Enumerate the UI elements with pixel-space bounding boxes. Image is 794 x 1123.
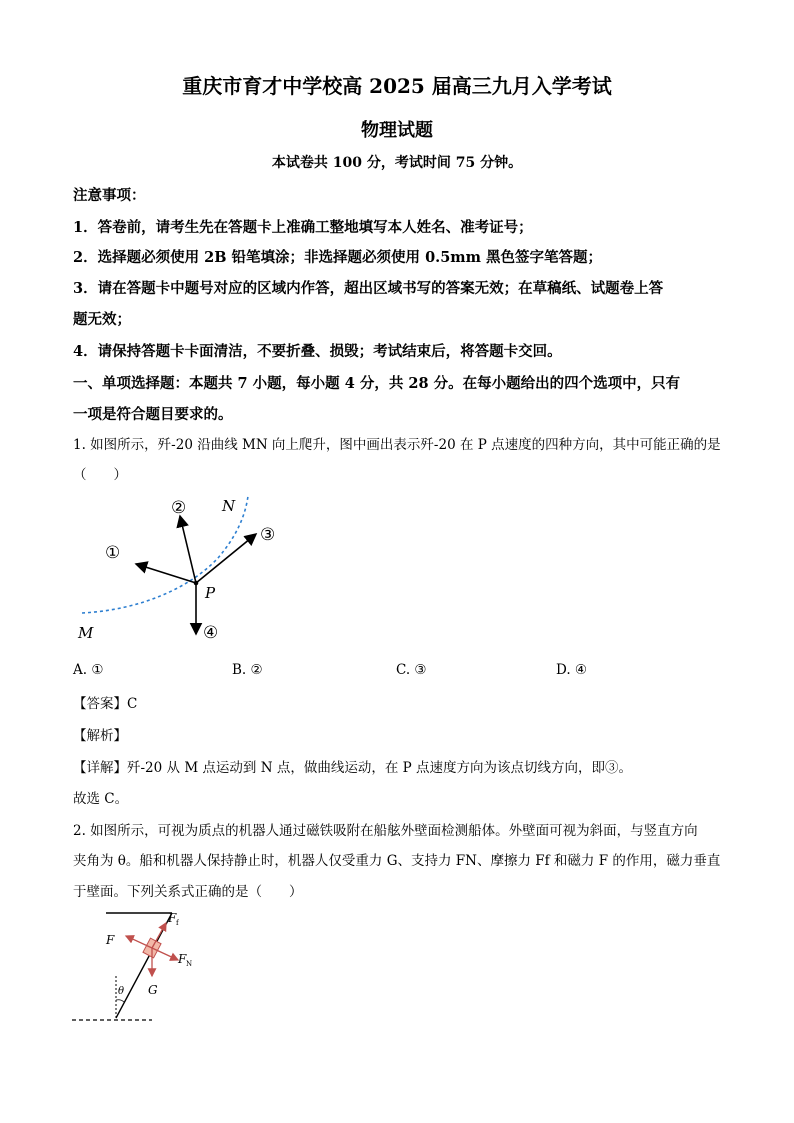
q1-option-d: D. ④ bbox=[556, 662, 588, 678]
answer-value: C bbox=[127, 696, 138, 712]
note-item-3: 3．请在答题卡中题号对应的区域内作答，超出区域书写的答案无效；在草稿纸、试题卷上答 bbox=[73, 280, 664, 297]
note-item-4: 4．请保持答题卡卡面清洁，不要折叠、损毁；考试结束后，将答题卡交回。 bbox=[73, 343, 562, 360]
q1-analysis-tag: 【解析】 bbox=[73, 728, 127, 744]
q1-option-b: B. ② bbox=[232, 662, 263, 678]
q1-detail bbox=[73, 756, 632, 776]
arrow-2 bbox=[180, 516, 196, 583]
q1-stem-cont: （ ） bbox=[73, 467, 127, 483]
note-item-3-cont: 题无效； bbox=[73, 311, 131, 328]
label-circle-2: ② bbox=[171, 498, 187, 518]
exam-info: 本试卷共 100 分，考试时间 75 分钟。 bbox=[271, 155, 523, 171]
q2-stem-cont: 夹角为 θ。船和机器人保持静止时，机器人仅受重力 G、支持力 FN、摩擦力 Ff 和磁力 F 的作用，磁力垂直 bbox=[73, 853, 721, 869]
label-ff-sub: f bbox=[176, 919, 179, 927]
q1-answer bbox=[73, 692, 137, 712]
q1-option-c: C. ③ bbox=[396, 662, 427, 678]
label-f: F bbox=[106, 933, 115, 947]
label-m: M bbox=[78, 624, 94, 642]
label-circle-1: ① bbox=[105, 543, 121, 563]
label-p: P bbox=[205, 584, 216, 602]
section-heading: 一、单项选择题：本题共 7 小题，每小题 4 分，共 28 分。在每小题给出的四个选项中，只有 bbox=[73, 375, 681, 392]
label-n: N bbox=[222, 497, 236, 515]
theta-arc bbox=[116, 1000, 124, 1002]
label-fn: F bbox=[178, 952, 187, 966]
arrow-1 bbox=[136, 564, 196, 583]
label-circle-4: ④ bbox=[203, 623, 219, 643]
exam-subtitle: 物理试题 bbox=[361, 120, 433, 141]
q1-conclusion: 故选 C。 bbox=[73, 791, 129, 807]
label-fn-sub: N bbox=[186, 960, 193, 968]
q2-figure bbox=[68, 908, 208, 1028]
section-heading-cont: 一项是符合题目要求的。 bbox=[73, 406, 233, 423]
answer-tag: 【答案】 bbox=[73, 696, 127, 712]
q1-option-a: A. ① bbox=[73, 662, 104, 678]
label-ff: F bbox=[168, 911, 177, 925]
label-g: G bbox=[148, 983, 158, 997]
label-theta: θ bbox=[118, 986, 125, 997]
arrow-3 bbox=[196, 534, 256, 583]
label-circle-3: ③ bbox=[260, 525, 276, 545]
hull-wall bbox=[116, 913, 172, 1018]
q1-figure bbox=[70, 488, 310, 648]
note-item-1: 1．答卷前，请考生先在答题卡上准确工整地填写本人姓名、准考证号； bbox=[73, 219, 533, 236]
note-item-2: 2．选择题必须使用 2B 铅笔填涂；非选择题必须使用 0.5mm 黑色签字笔答题； bbox=[73, 249, 603, 266]
point-p bbox=[194, 581, 199, 586]
detail-text: 歼-20 从 M 点运动到 N 点，做曲线运动，在 P 点速度方向为该点切线方向，即③。 bbox=[127, 760, 632, 776]
detail-tag: 【详解】 bbox=[73, 760, 127, 776]
q1-stem: 1. 如图所示，歼-20 沿曲线 MN 向上爬升，图中画出表示歼-20 在 P 点速度的四种方向，其中可能正确的是 bbox=[73, 437, 721, 453]
exam-title: 重庆市育才中学校高 2025 届高三九月入学考试 bbox=[182, 74, 612, 98]
notes-heading: 注意事项： bbox=[73, 187, 146, 204]
q2-stem-cont-2: 于壁面。下列关系式正确的是（ ） bbox=[73, 884, 303, 900]
q2-stem: 2. 如图所示，可视为质点的机器人通过磁铁吸附在船舷外壁面检测船体。外壁面可视为斜面，与竖直方向 bbox=[73, 823, 698, 839]
